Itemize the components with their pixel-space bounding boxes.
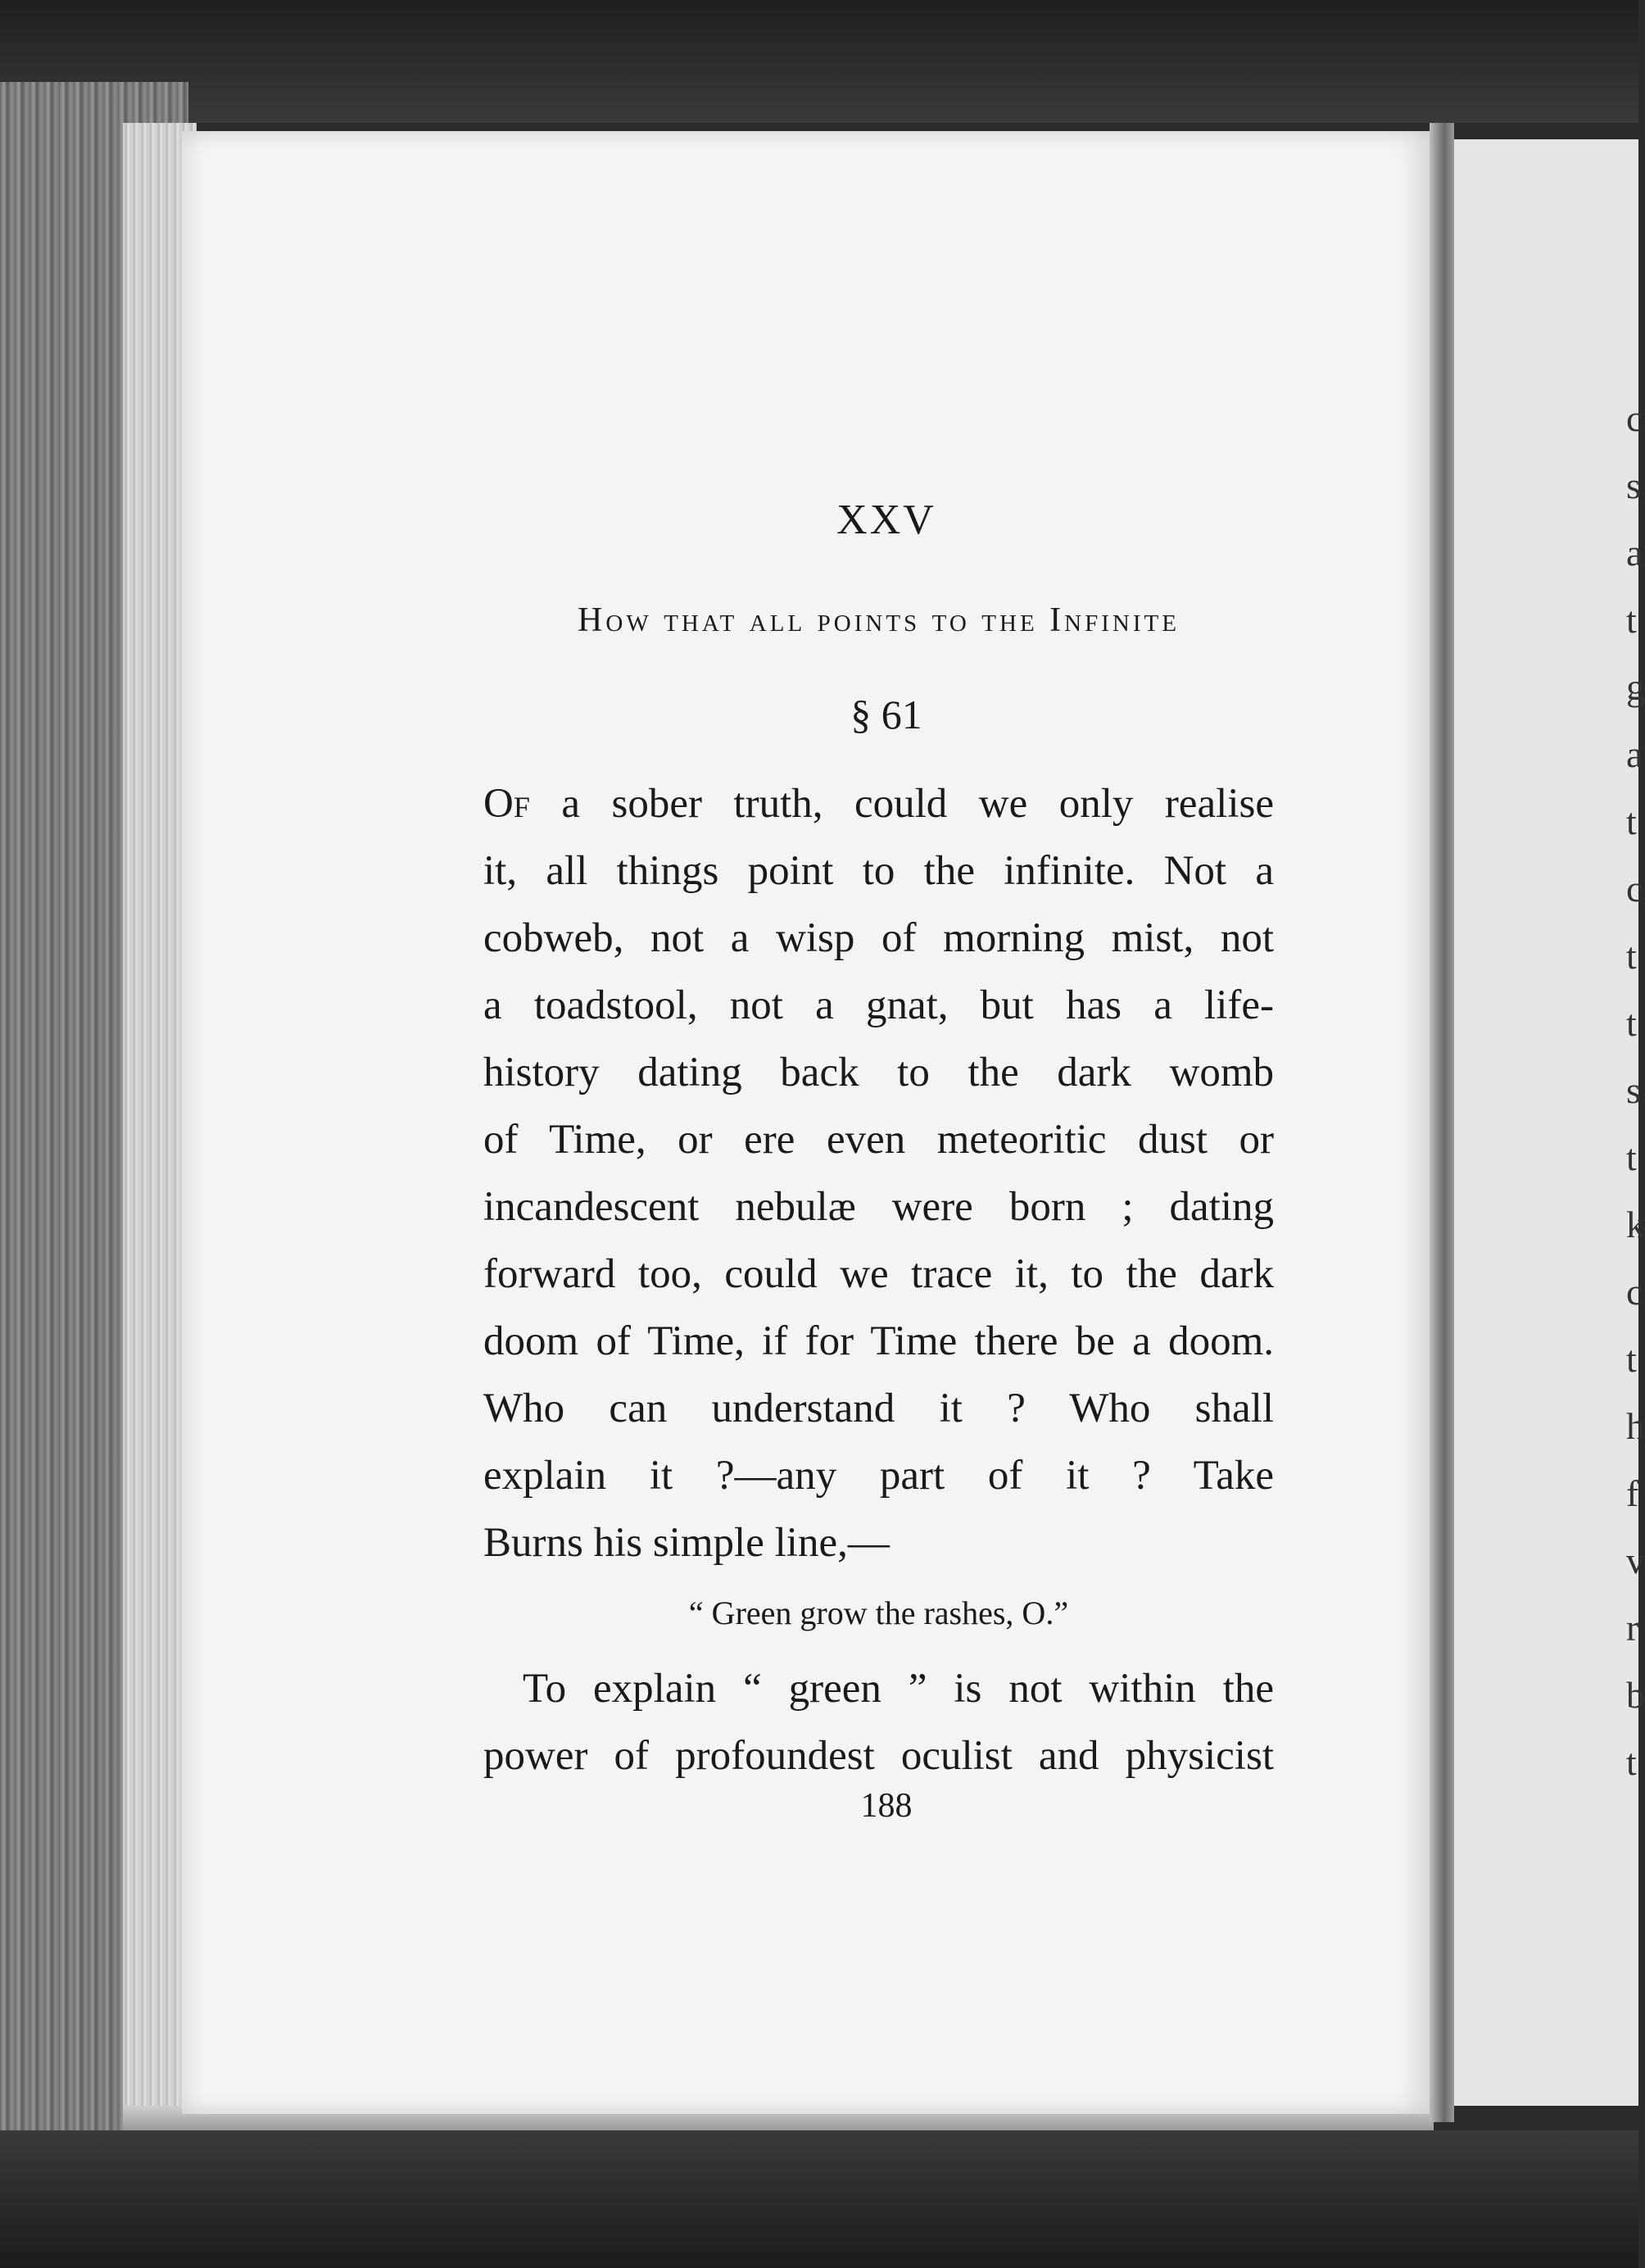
text-line: explain it ?—any part of it ? Take xyxy=(483,1453,1274,1499)
section-number: § 61 xyxy=(850,692,922,737)
dark-background-bottom xyxy=(0,2130,1638,2268)
text-line: To explain “ green ” is not within the xyxy=(523,1666,1274,1712)
facing-page-letter: v xyxy=(1626,1540,1645,1581)
facing-page-letter: f xyxy=(1626,1472,1639,1514)
text-line: doom of Time, if for Time there be a doom. xyxy=(483,1318,1274,1364)
facing-page-letter: c xyxy=(1626,1271,1643,1313)
facing-page-letter: t xyxy=(1626,1338,1637,1380)
facing-page-letter: t xyxy=(1626,1741,1637,1783)
verse-quotation: “ Green grow the rashes, O.” xyxy=(688,1594,1069,1631)
facing-page-letter: g xyxy=(1626,666,1645,708)
facing-page-letter: s xyxy=(1626,1069,1641,1111)
text-line: history dating back to the dark womb xyxy=(483,1050,1274,1095)
chapter-number: XXV xyxy=(836,497,936,543)
text-line: Who can understand it ? Who shall xyxy=(483,1386,1274,1431)
facing-page-letter: r xyxy=(1626,1607,1639,1649)
facing-page-letter: k xyxy=(1626,1204,1645,1245)
text-line: cobweb, not a wisp of morning mist, not xyxy=(483,915,1274,961)
facing-page-letter: t xyxy=(1626,1136,1637,1178)
text-line: forward too, could we trace it, to the dark xyxy=(483,1251,1274,1297)
text-line: incandescent nebulæ were born ; dating xyxy=(483,1184,1274,1230)
paragraph-2 xyxy=(483,1655,1274,1789)
facing-page-letter: c xyxy=(1626,397,1643,439)
text-line: Of a sober truth, could we only realise xyxy=(483,781,1274,827)
paragraph-1 xyxy=(483,770,1274,1576)
facing-page-letter: c xyxy=(1626,868,1643,909)
text-line: it, all things point to the infinite. Not a xyxy=(483,848,1274,894)
page-number: 188 xyxy=(860,1787,913,1825)
dark-background-top xyxy=(0,0,1638,123)
facing-page-letter: a xyxy=(1626,532,1643,574)
facing-page-text-fragments xyxy=(1626,385,1645,1796)
facing-page-letter: h xyxy=(1626,1405,1645,1447)
text-line: Burns his simple line,— xyxy=(483,1520,890,1566)
text-line: power of profoundest oculist and physicist xyxy=(483,1733,1274,1779)
facing-page-letter: t xyxy=(1626,599,1637,641)
chapter-title: How that all points to the Infinite xyxy=(578,601,1180,639)
facing-page-letter: t xyxy=(1626,1002,1637,1044)
facing-page-letter: t xyxy=(1626,935,1637,977)
facing-page-letter: t xyxy=(1626,801,1637,842)
drop-initial: Of xyxy=(483,781,530,827)
facing-page-letter: b xyxy=(1626,1674,1645,1716)
facing-page-letter: s xyxy=(1626,465,1641,506)
text-line: a toadstool, not a gnat, but has a life- xyxy=(483,982,1274,1028)
facing-page-letter: a xyxy=(1626,733,1643,775)
text-line: of Time, or ere even meteoritic dust or xyxy=(483,1117,1274,1163)
